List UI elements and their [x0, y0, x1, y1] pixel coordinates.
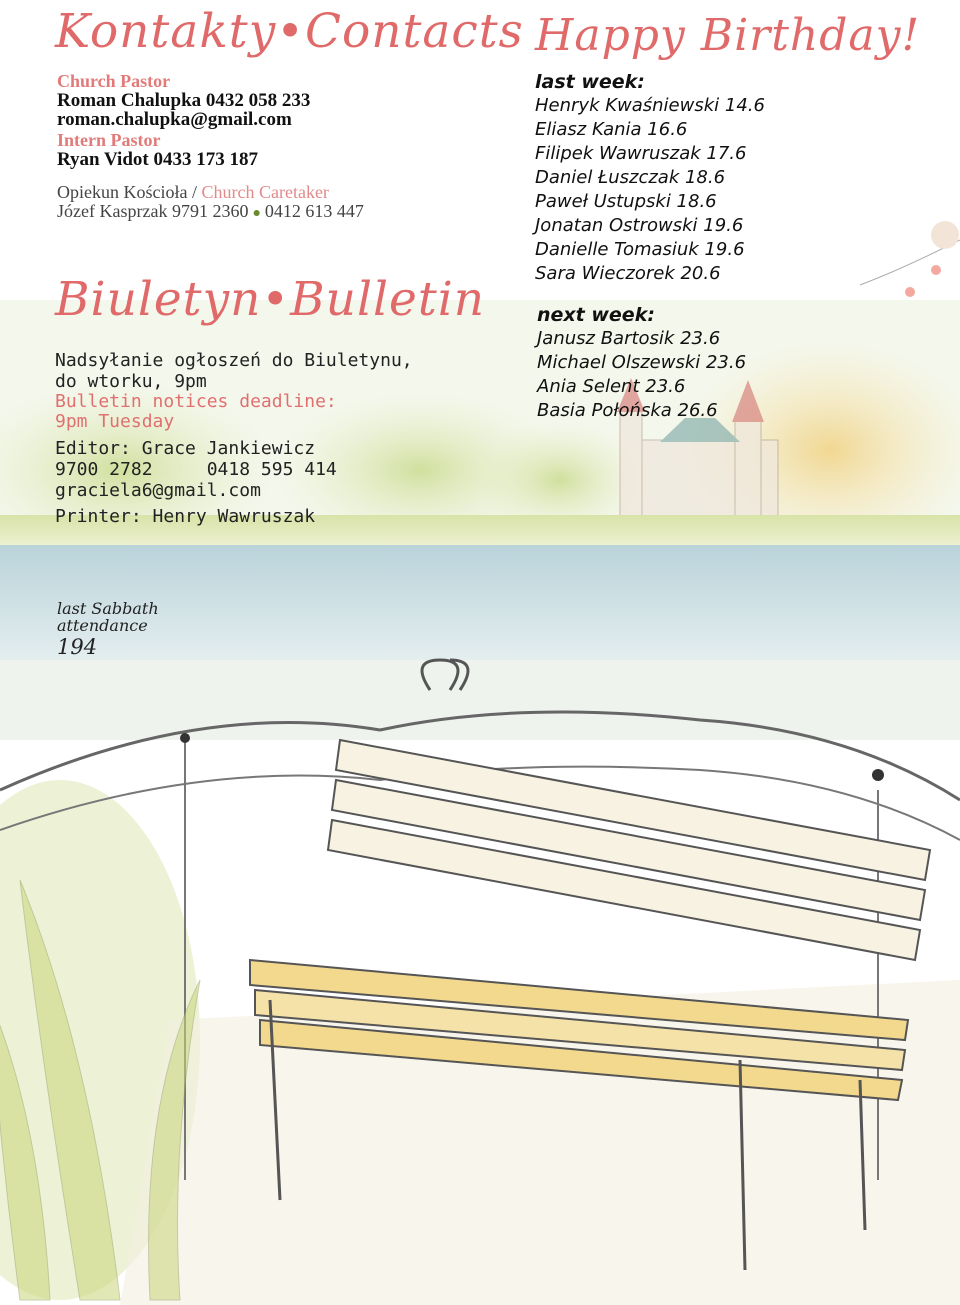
- attendance-label-1: last Sabbath: [57, 599, 159, 618]
- bulletin-heading-en: Bulletin: [290, 272, 486, 327]
- bulletin-printer: Printer: Henry Wawruszak: [55, 506, 316, 527]
- caretaker-label-en: Church Caretaker: [201, 182, 329, 202]
- caretaker-line: [57, 202, 497, 223]
- intern-line: Ryan Vidot 0433 173 187: [57, 149, 258, 170]
- caretaker-mobile: 0412 613 447: [264, 201, 364, 221]
- list-item: Filipek Wawruszak 17.6: [535, 143, 747, 164]
- attendance-block: [57, 600, 159, 660]
- bulletin-email[interactable]: graciela6@gmail.com: [55, 480, 261, 501]
- list-item: Janusz Bartosik 23.6: [537, 328, 721, 349]
- last-week-label: last week:: [535, 71, 645, 93]
- bullet-icon: ●: [252, 206, 261, 221]
- birthday-next-week: [537, 303, 937, 423]
- list-item: Ania Selent 23.6: [537, 376, 686, 397]
- bulletin-block: [55, 350, 500, 527]
- intern-label: Intern Pastor: [57, 130, 161, 150]
- next-week-label: next week:: [537, 304, 655, 326]
- bulletin-pl-line2: do wtorku, 9pm: [55, 371, 207, 392]
- list-item: Sara Wieczorek 20.6: [535, 263, 721, 284]
- list-item: Danielle Tomasiuk 19.6: [535, 239, 745, 260]
- list-item: Henryk Kwaśniewski 14.6: [535, 95, 765, 116]
- pastor-email[interactable]: roman.chalupka@gmail.com: [57, 109, 292, 130]
- contacts-block: [57, 72, 497, 223]
- heading-dot-icon: •: [261, 272, 291, 327]
- caretaker-label-pl: Opiekun Kościoła /: [57, 182, 197, 202]
- bulletin-en-line2: 9pm Tuesday: [55, 411, 175, 432]
- caretaker-label: [57, 183, 497, 202]
- bulletin-heading: [55, 272, 485, 327]
- bulletin-phones: 9700 2782 0418 595 414: [55, 459, 337, 480]
- bulletin-en-line1: Bulletin notices deadline:: [55, 391, 337, 412]
- pastor-label: Church Pastor: [57, 71, 171, 91]
- attendance-count: 194: [57, 635, 98, 659]
- contacts-heading-pl: Kontakty: [55, 4, 277, 59]
- pastor-line: Roman Chalupka 0432 058 233: [57, 90, 311, 111]
- contacts-heading: [55, 4, 524, 59]
- bulletin-editor: Editor: Grace Jankiewicz: [55, 438, 316, 459]
- bulletin-pl-line1: Nadsyłanie ogłoszeń do Biuletynu,: [55, 350, 413, 371]
- contacts-heading-en: Contacts: [304, 4, 524, 59]
- bulletin-heading-pl: Biuletyn: [55, 272, 262, 327]
- birthday-heading: Happy Birthday!: [535, 10, 921, 61]
- birthday-last-week: [535, 70, 935, 286]
- attendance-label-2: attendance: [57, 616, 148, 635]
- list-item: Basia Połońska 26.6: [537, 400, 718, 421]
- list-item: Michael Olszewski 23.6: [537, 352, 747, 373]
- list-item: Eliasz Kania 16.6: [535, 119, 688, 140]
- list-item: Jonatan Ostrowski 19.6: [535, 215, 744, 236]
- list-item: Paweł Ustupski 18.6: [535, 191, 717, 212]
- list-item: Daniel Łuszczak 18.6: [535, 167, 726, 188]
- caretaker-name: Józef Kasprzak 9791 2360: [57, 201, 249, 221]
- heading-dot-icon: •: [276, 4, 305, 59]
